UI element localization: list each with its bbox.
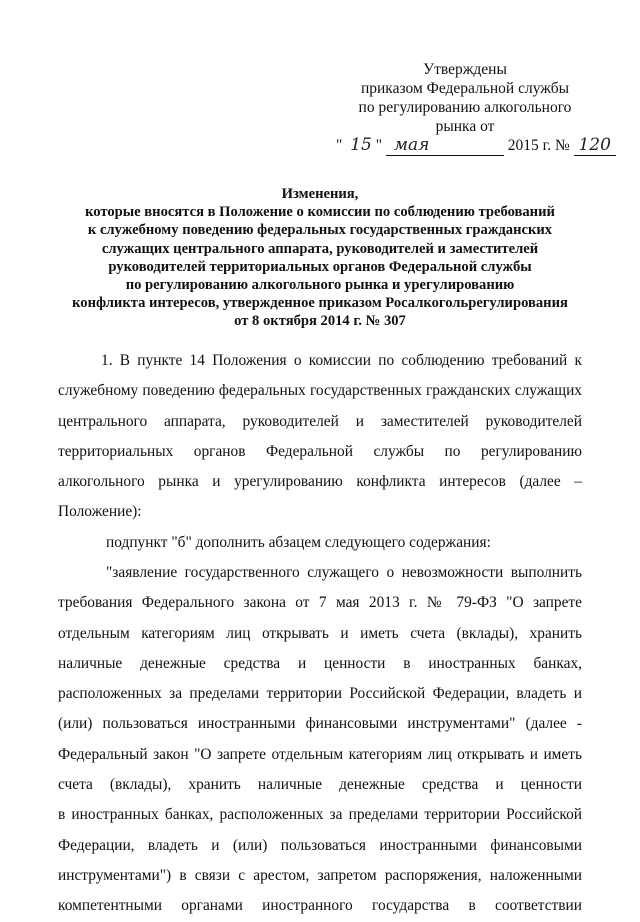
paragraph-2-line-1: подпункт "б" дополнить абзацем следующего содержания: <box>106 534 491 551</box>
date-open-quote: " <box>336 137 343 154</box>
approval-block <box>330 60 611 156</box>
title-line-8: от 8 октября 2014 г. № 307 <box>234 313 406 330</box>
paragraph-3-line-4: наличные денежные средства и ценности в иностранных банках, <box>58 654 582 672</box>
title-line-3: к служебному поведению федеральных государственных гражданских <box>87 222 553 239</box>
paragraph-3-line-5: расположенных за пределами территории Российской Федерации, владеть и <box>58 685 582 703</box>
paragraph-1-line-3: центрального аппарата, руководителей и заместителей руководителей <box>58 412 582 430</box>
paragraph-3-line-9: в иностранных банках, расположенных за пределами территории Российской <box>58 806 582 824</box>
document-title <box>40 185 600 331</box>
paragraph-3-line-8: счета (вклады), хранить наличные денежные средства и ценности <box>58 776 582 794</box>
paragraph-1-line-4: территориальных органов Федеральной службы по регулированию <box>58 442 582 460</box>
paragraph-3-line-3: отдельным категориям лиц открывать и иметь счета (вклады), хранить <box>58 624 582 642</box>
title-line-1: Изменения, <box>281 186 359 202</box>
approval-line-2: приказом Федеральной службы <box>360 80 570 97</box>
paragraph-3-line-6: (или) пользоваться иностранными финансовыми инструментами" (далее - <box>58 715 582 733</box>
date-year-label: 2015 г. № <box>507 137 570 154</box>
approval-date-line <box>330 135 611 156</box>
title-line-7: конфликта интересов, утвержденное приказом Росалкогольрегулирования <box>72 295 568 312</box>
paragraph-1 <box>58 346 582 528</box>
date-month-field <box>386 136 504 156</box>
paragraph-1-line-6: Положение): <box>58 503 142 521</box>
title-line-6: по регулированию алкогольного рынка и урегулированию <box>125 277 515 294</box>
approval-line-3: по регулированию алкогольного <box>358 99 572 116</box>
date-month-handwritten: мая <box>393 135 430 155</box>
paragraph-3-line-12: компетентными органами иностранного государства в соответствии <box>58 897 582 915</box>
title-line-4: служащих центрального аппарата, руководителей и заместителей <box>101 240 539 257</box>
paragraph-3-line-2: требования Федерального закона от 7 мая 2013 г. № 79-ФЗ "О запрете <box>58 594 582 612</box>
order-number-handwritten: 120 <box>578 135 611 155</box>
paragraph-1-line-1: 1. В пункте 14 Положения о комиссии по соблюдению требований к <box>101 352 582 369</box>
approval-line-1: Утверждены <box>423 61 507 78</box>
paragraph-3-line-11: инструментами") в связи с арестом, запретом распоряжения, наложенными <box>58 866 582 884</box>
approval-line-4: рынка от <box>435 118 495 135</box>
date-close-quote: " <box>375 137 383 154</box>
paragraph-2 <box>58 528 582 558</box>
paragraph-3 <box>58 558 582 922</box>
paragraph-3-line-7: Федеральный закон "О запрете отдельным категориям лиц открывать и иметь <box>58 745 582 763</box>
date-day-handwritten: 15 <box>350 135 372 155</box>
paragraph-1-line-5: алкогольного рынка и урегулированию конфликта интересов (далее – <box>58 473 582 491</box>
title-line-5: руководителей территориальных органов Федеральной службы <box>108 258 532 275</box>
paragraph-3-line-1: "заявление государственного служащего о невозможности выполнить <box>106 564 582 581</box>
paragraph-3-line-10: Федерации, владеть и (или) пользоваться иностранными финансовыми <box>58 836 582 854</box>
title-line-2: которые вносятся в Положение о комиссии по соблюдению требований <box>85 204 555 221</box>
paragraph-1-line-2: служебному поведению федеральных государственных гражданских служащих <box>58 382 582 400</box>
order-number-field <box>574 136 616 156</box>
